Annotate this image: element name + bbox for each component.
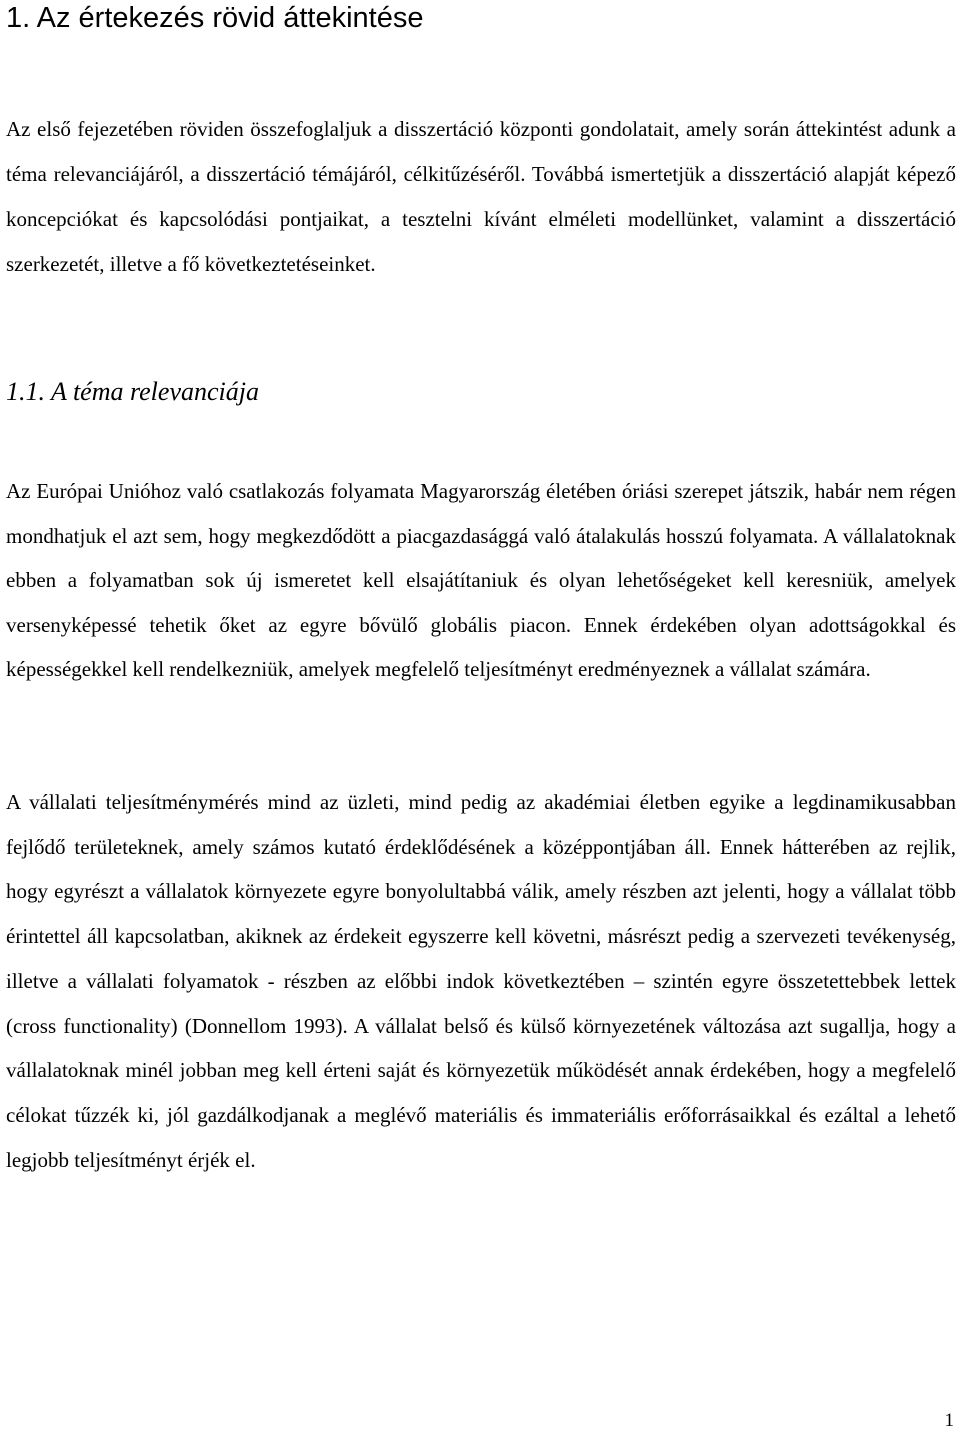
chapter-title: 1. Az értekezés rövid áttekintése [6,2,424,34]
section-title: 1.1. A téma relevanciája [6,377,259,406]
page-number: 1 [944,1410,954,1431]
intro-paragraph: Az első fejezetében röviden összefoglaljuk a disszertáció központi gondolatait, amely során áttekintést adunk a téma relevanciájáról, a disszertáció témájáról, célkitűzéséről. Továbbá ismertetjük a disszertáció alapját képező koncepciókat és kapcsolódási pontjaikat, a tesztelni kívánt elméleti modellünket, valamint a disszertáció szerkezetét, illetve a fő következtetéseinket. [6,117,956,276]
body-paragraph: Az Európai Unióhoz való csatlakozás folyamata Magyarország életében óriási szerepet játszik, habár nem régen mondhatjuk el azt sem, hogy megkezdődött a piacgazdasággá való átalakulás hosszú folyamata. A vállalatoknak ebben a folyamatban sok új ismeretet kell elsajátítaniuk és olyan lehetőségeket kell keresniük, amelyek versenyképessé tehetik őket az egyre bővülő globális piacon. Ennek érdekében olyan adottságokkal és képességekkel kell rendelkezniük, amelyek megfelelő teljesítményt eredményeznek a vállalat számára. [6,479,956,682]
body-paragraph: A vállalati teljesítménymérés mind az üzleti, mind pedig az akadémiai életben egyike a legdinamikusabban fejlődő területeknek, amely számos kutató érdeklődésének a középpontjában áll. Ennek hátterében az rejlik, hogy egyrészt a vállalatok környezete egyre bonyolultabbá válik, amely részben azt jelenti, hogy a vállalat több érintettel áll kapcsolatban, akiknek az érdekeit egyszerre kell követni, másrészt pedig a szervezeti tevékenység, illetve a vállalati folyamatok - részben az előbbi indok következtében – szintén egyre összetettebbek lettek (cross functionality) (Donnellom 1993). A vállalat belső és külső környezetének változása azt sugallja, hogy a vállalatoknak minél jobban meg kell érteni saját és környezetük működését annak érdekében, hogy a megfelelő célokat tűzzék ki, jól gazdálkodjanak a meglévő materiális és immateriális erőforrásaikkal és ezáltal a lehető legjobb teljesítményt érjék el. [6,790,956,1172]
